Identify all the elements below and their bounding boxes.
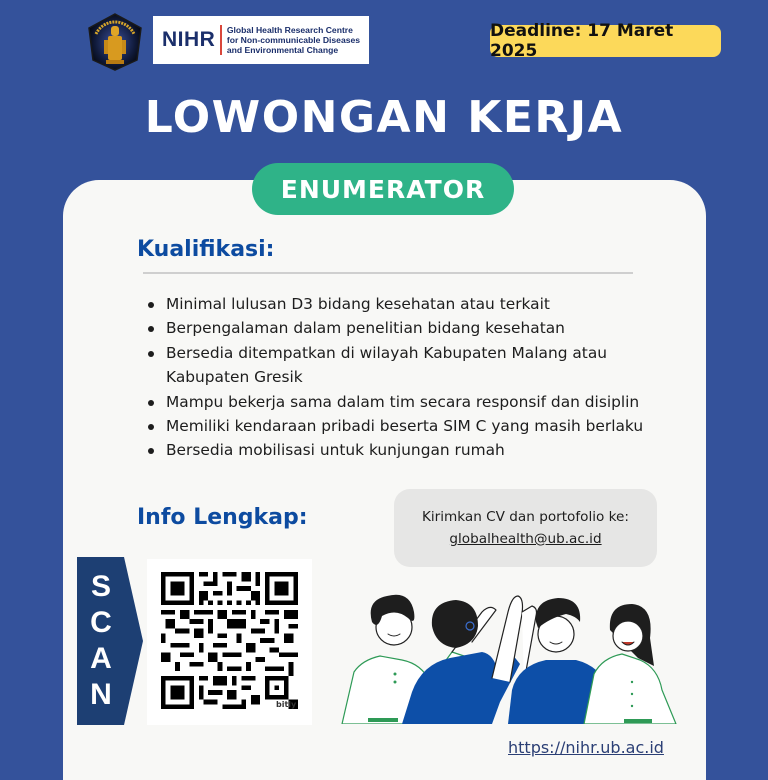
list-item: Berpengalaman dalam penelitian bidang kesehatan	[146, 316, 686, 340]
qr-code-icon[interactable]	[161, 572, 298, 709]
cv-contact-box	[394, 489, 657, 567]
qualifications-list	[146, 292, 686, 463]
email-link[interactable]: globalhealth@ub.ac.id	[449, 531, 602, 547]
scan-label	[77, 557, 125, 725]
info-heading: Info Lengkap:	[137, 505, 308, 530]
list-item: Minimal lulusan D3 bidang kesehatan atau terkait	[146, 292, 686, 316]
nihr-wordmark: NIHR	[162, 28, 216, 51]
list-item: Bersedia ditempatkan di wilayah Kabupaten Malang atau Kabupaten Gresik	[146, 341, 686, 390]
team-high-five-illustration	[332, 582, 702, 724]
university-logo	[86, 12, 144, 72]
nihr-line-2: for Non-communicable Diseases	[226, 35, 361, 45]
deadline-badge: Deadline: 17 Maret 2025	[490, 25, 721, 57]
nihr-separator	[220, 25, 222, 55]
list-item: Memiliki kendaraan pribadi beserta SIM C yang masih berlaku	[146, 414, 686, 438]
nihr-centre-name	[227, 25, 360, 55]
qualifications-heading: Kualifikasi:	[137, 237, 275, 262]
divider	[143, 272, 633, 274]
scan-letter: S	[90, 570, 111, 603]
nihr-line-1: Global Health Research Centre	[226, 25, 353, 35]
bitly-mark: bitly	[276, 700, 297, 709]
scan-letter: A	[90, 642, 112, 675]
website-link[interactable]: https://nihr.ub.ac.id	[508, 738, 664, 757]
position-badge: ENUMERATOR	[252, 163, 514, 215]
scan-letter: C	[90, 606, 112, 639]
list-item: Bersedia mobilisasi untuk kunjungan rumah	[146, 438, 686, 462]
nihr-logo	[153, 16, 369, 64]
nihr-line-3: and Environmental Change	[226, 45, 339, 55]
cv-instruction: Kirimkan CV dan portofolio ke:	[421, 509, 629, 525]
scan-letter: N	[90, 678, 112, 711]
page-title: LOWONGAN KERJA	[144, 92, 624, 143]
list-item: Mampu bekerja sama dalam tim secara responsif dan disiplin	[146, 390, 686, 414]
